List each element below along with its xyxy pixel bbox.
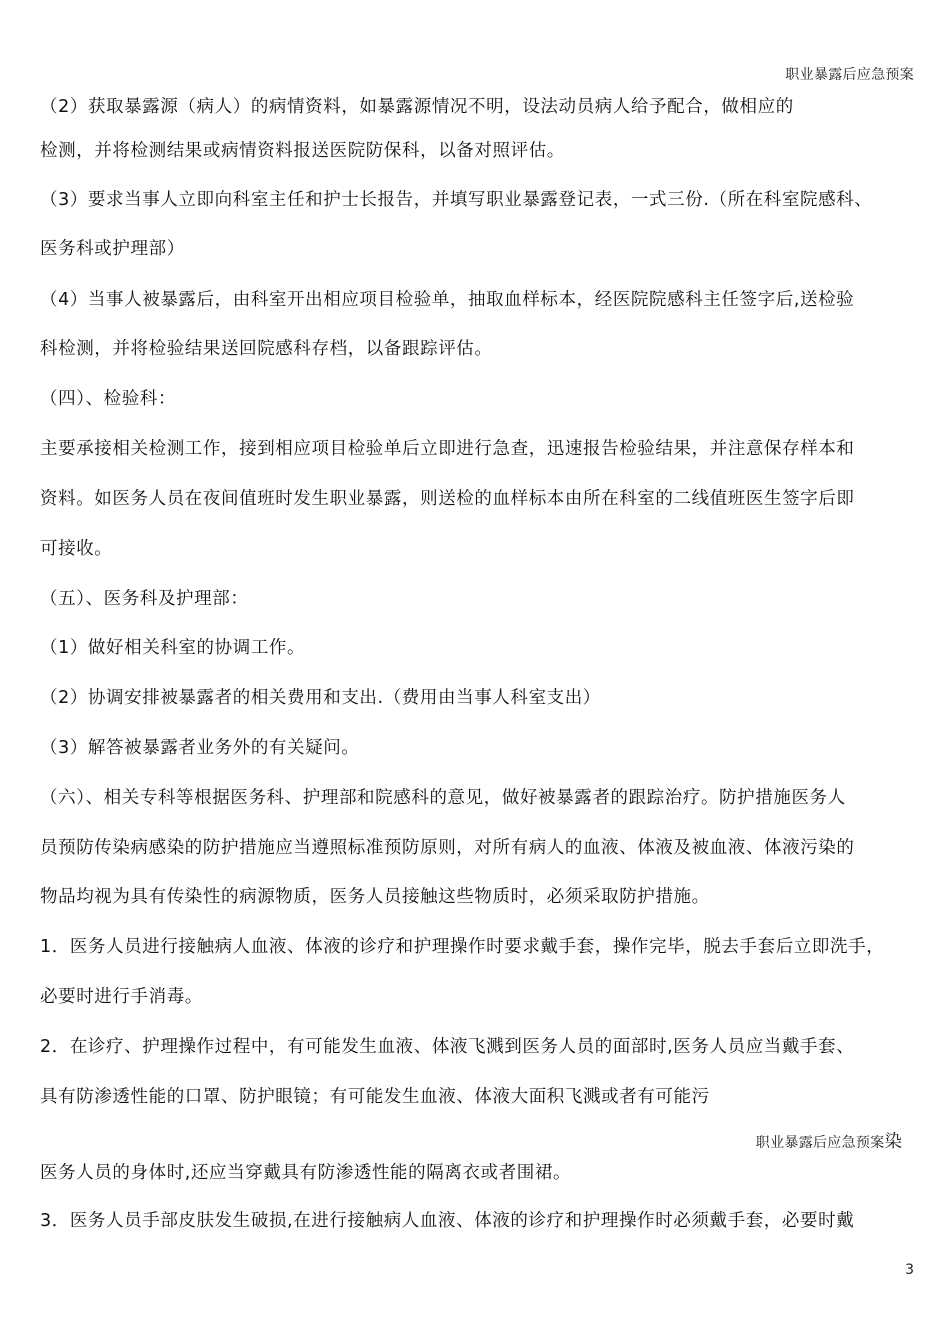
body-line: 员预防传染病感染的防护措施应当遵照标准预防原则，对所有病人的血液、体液及被血液、体液污染的 [40, 838, 855, 858]
body-line: （六）、相关专科等根据医务科、护理部和院感科的意见，做好被暴露者的跟踪治疗。防护措施医务人 [40, 788, 846, 808]
body-line: 医务人员的身体时,还应当穿戴具有防渗透性能的隔离衣或者围裙。 [40, 1163, 572, 1183]
body-line: 2．在诊疗、护理操作过程中，有可能发生血液、体液飞溅到医务人员的面部时,医务人员应当戴手套、 [40, 1037, 855, 1057]
body-line: （2）协调安排被暴露者的相关费用和支出.（费用由当事人科室支出） [40, 688, 601, 708]
page-number: 3 [905, 1262, 914, 1278]
running-header-title: 职业暴露后应急预案 [755, 1135, 885, 1151]
body-line: （1）做好相关科室的协调工作。 [40, 638, 306, 658]
body-line: 3．医务人员手部皮肤发生破损,在进行接触病人血液、体液的诊疗和护理操作时必须戴手套，必要时戴 [40, 1211, 855, 1231]
running-header-mid [756, 1128, 902, 1153]
body-line: 必要时进行手消毒。 [40, 987, 203, 1007]
body-line: 资料。如医务人员在夜间值班时发生职业暴露，则送检的血样标本由所在科室的二线值班医生签字后即 [40, 489, 855, 509]
body-line: 物品均视为具有传染性的病源物质，医务人员接触这些物质时，必须采取防护措施。 [40, 887, 710, 907]
running-header-trailing-char: 染 [884, 1132, 902, 1152]
body-line: （4）当事人被暴露后，由科室开出相应项目检验单，抽取血样标本，经医院院感科主任签字后,送检验 [40, 290, 855, 310]
body-line: 科检测，并将检验结果送回院感科存档，以备跟踪评估。 [40, 339, 493, 359]
body-line: 1．医务人员进行接触病人血液、体液的诊疗和护理操作时要求戴手套，操作完毕，脱去手套后立即洗手， [40, 937, 885, 957]
section-heading: （四）、检验科： [40, 389, 177, 409]
body-line: 主要承接相关检测工作，接到相应项目检验单后立即进行急查，迅速报告检验结果，并注意保存样本和 [40, 439, 855, 459]
body-line: 检测，并将检测结果或病情资料报送医院防保科，以备对照评估。 [40, 141, 565, 161]
section-heading: （五）、医务科及护理部： [40, 589, 249, 609]
body-line: （3）解答被暴露者业务外的有关疑问。 [40, 738, 360, 758]
body-line: 具有防渗透性能的口罩、防护眼镜；有可能发生血液、体液大面积飞溅或者有可能污 [40, 1087, 710, 1107]
running-header: 职业暴露后应急预案 [785, 67, 914, 83]
body-line: 可接收。 [40, 539, 113, 559]
body-line: （2）获取暴露源（病人）的病情资料，如暴露源情况不明，设法动员病人给予配合，做相应的 [40, 97, 794, 117]
body-line: （3）要求当事人立即向科室主任和护士长报告，并填写职业暴露登记表，一式三份.（所在科室院感科、 [40, 190, 873, 210]
body-line: 医务科或护理部） [40, 239, 185, 259]
